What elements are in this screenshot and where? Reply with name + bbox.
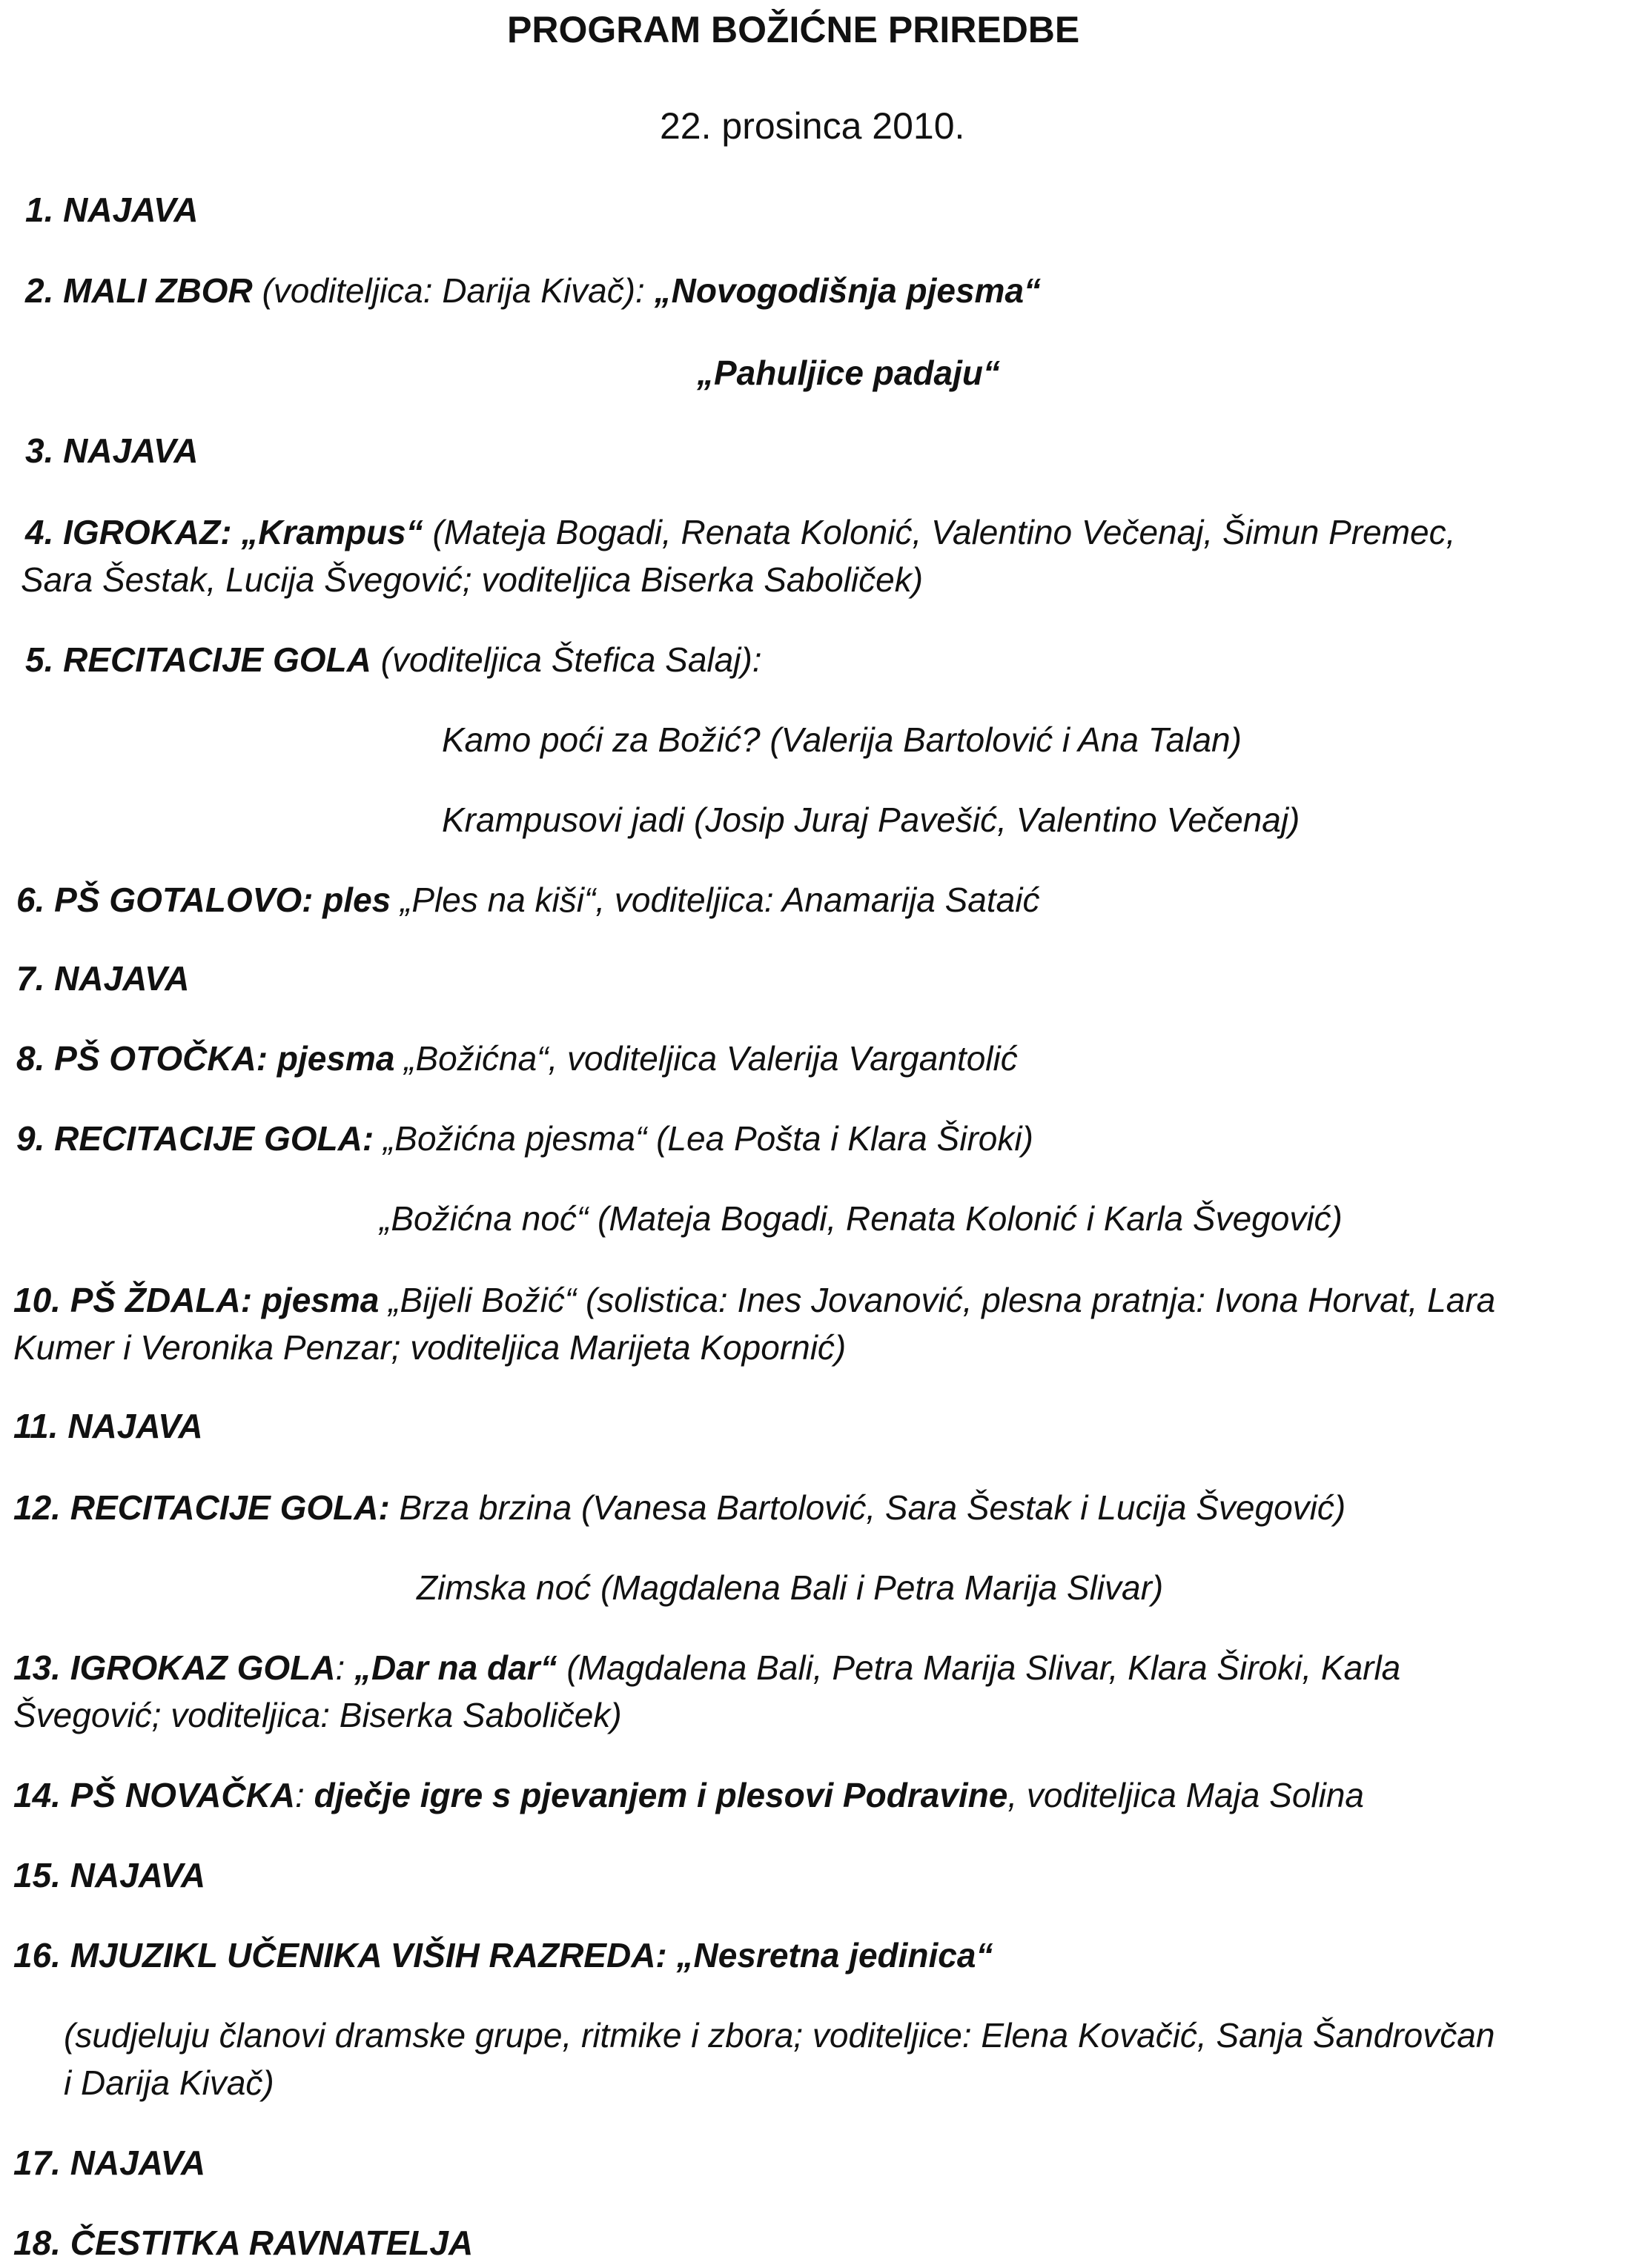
program-item-14: 14. PŠ NOVAČKA: dječje igre s pjevanjem i plesovi Podravine, voditeljica Maja Solina xyxy=(13,1776,1365,1814)
event-date: 22. prosinca 2010. xyxy=(660,105,965,147)
page-title: PROGRAM BOŽIĆNE PRIREDBE xyxy=(507,9,1080,50)
program-item-5-recitation-a: Kamo poći za Božić? (Valerija Bartolović i Ana Talan) xyxy=(442,720,1242,759)
program-item-6: 6. PŠ GOTALOVO: ples „Ples na kiši“, voditeljica: Anamarija Sataić xyxy=(16,881,1040,919)
program-item-12: 12. RECITACIJE GOLA: Brza brzina (Vanesa Bartolović, Sara Šestak i Lucija Švegović) xyxy=(13,1488,1346,1527)
program-item-8: 8. PŠ OTOČKA: pjesma „Božićna“, voditeljica Valerija Vargantolić xyxy=(16,1039,1018,1078)
program-item-9-recitation-b: „Božićna noć“ (Mateja Bogadi, Renata Kolonić i Karla Švegović) xyxy=(380,1199,1343,1238)
program-item-15: 15. NAJAVA xyxy=(13,1856,206,1894)
program-item-12-recitation-b: Zimska noć (Magdalena Bali i Petra Marija Slivar) xyxy=(417,1568,1164,1607)
program-item-1: 1. NAJAVA xyxy=(25,190,199,229)
program-item-5-recitation-b: Krampusovi jadi (Josip Juraj Pavešić, Valentino Večenaj) xyxy=(442,800,1300,839)
program-item-2: 2. MALI ZBOR (voditeljica: Darija Kivač): „Novogodišnja pjesma“ xyxy=(25,271,1042,310)
program-item-13: 13. IGROKAZ GOLA: „Dar na dar“ (Magdalena Bali, Petra Marija Slivar, Klara Široki, Karla xyxy=(13,1648,1401,1687)
program-item-16: 16. MJUZIKL UČENIKA VIŠIH RAZREDA: „Nesretna jedinica“ xyxy=(13,1936,993,1974)
program-item-9: 9. RECITACIJE GOLA: „Božićna pjesma“ (Lea Pošta i Klara Široki) xyxy=(16,1119,1033,1158)
program-item-10: 10. PŠ ŽDALA: pjesma „Bijeli Božić“ (solistica: Ines Jovanović, plesna pratnja: Ivona Horvat, Lara xyxy=(13,1281,1496,1319)
program-item-13-cont: Švegović; voditeljica: Biserka Saboliček) xyxy=(13,1696,622,1734)
program-item-17: 17. NAJAVA xyxy=(13,2143,206,2182)
program-item-16-participants: (sudjeluju članovi dramske grupe, ritmike i zbora; voditeljice: Elena Kovačić, Sanja Šandrovčan xyxy=(64,2016,1495,2055)
program-item-10-cont: Kumer i Veronika Penzar; voditeljica Marijeta Kopornić) xyxy=(13,1328,847,1367)
program-item-4: 4. IGROKAZ: „Krampus“ (Mateja Bogadi, Renata Kolonić, Valentino Večenaj, Šimun Premec, xyxy=(25,513,1456,551)
program-item-7: 7. NAJAVA xyxy=(16,959,190,998)
program-item-3: 3. NAJAVA xyxy=(25,431,199,470)
program-item-18: 18. ČESTITKA RAVNATELJA xyxy=(13,2224,474,2262)
program-item-4-cont: Sara Šestak, Lucija Švegović; voditeljica Biserka Saboliček) xyxy=(21,560,924,599)
program-item-11: 11. NAJAVA xyxy=(13,1407,203,1445)
program-item-16-participants-cont: i Darija Kivač) xyxy=(64,2063,274,2102)
program-item-2-song: „Pahuljice padaju“ xyxy=(697,354,1000,392)
program-item-5: 5. RECITACIJE GOLA (voditeljica Štefica Salaj): xyxy=(25,640,762,679)
